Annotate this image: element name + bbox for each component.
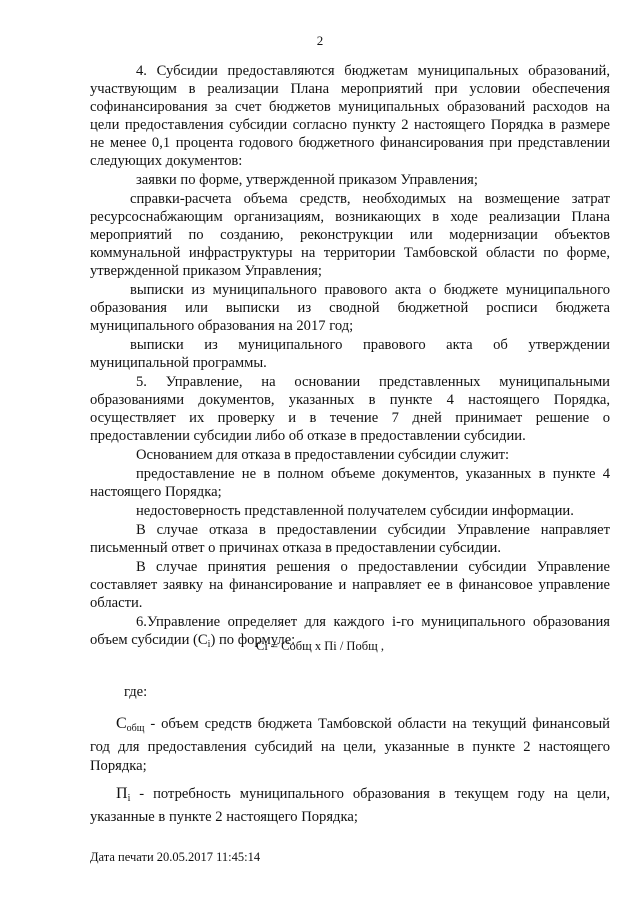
list-item: выписки из муниципального правового акта об утверждении муниципальной программы. [90, 337, 610, 371]
subscript: i [207, 639, 211, 650]
paragraph: Основанием для отказа в предоставлении субсидии служит: [136, 447, 510, 463]
subscript: общ [126, 723, 145, 734]
paragraph-6-text: ) по формуле: [210, 632, 296, 648]
list-item: выписки из муниципального правового акта о бюджете муниципального образования или выписки из сводной бюджетной росписи бюджета муниципального образования на 2017 год; [90, 282, 610, 334]
list-item: заявки по форме, утвержденной приказом Управления; [136, 172, 478, 188]
list-item: предоставление не в полном объеме документов, указанных в пункте 4 настоящего Порядка; [90, 466, 610, 500]
formula: Ci = Cобщ x Пi / Побщ , [256, 639, 384, 653]
definition-text: - объем средств бюджета Тамбовской области на текущий финансовый год для предоставления субсидий на цели, указанные в пункте 2 настоящего Порядка; [90, 716, 610, 774]
paragraph-4: 4. Субсидии предоставляются бюджетам муниципальных образований, участвующим в реализации Плана мероприятий при условии обеспечения софинансирования за счет бюджетов муниципальных образований расходов на цели предоставления субсидии согласно пункту 2 настоящего Порядка в размере не менее 0,1 процента годового бюджетного финансирования при представлении следующих документов: [90, 63, 610, 169]
symbol: C [116, 715, 127, 732]
document-body [90, 62, 610, 655]
paragraph-5: 5. Управление, на основании представленных муниципальными образованиями документов, указанных в пункте 4 настоящего Порядка, осуществляет их проверку и в течение 7 дней принимает решение о предоставлении субсидии либо об отказе в предоставлении субсидии. [90, 374, 610, 444]
list-item: недостоверность представленной получателем субсидии информации. [136, 503, 574, 519]
page-number: 2 [316, 33, 324, 48]
print-date: Дата печати 20.05.2017 11:45:14 [90, 850, 261, 864]
subscript: i [127, 793, 131, 804]
symbol: П [116, 785, 128, 802]
list-item: справки-расчета объема средств, необходимых на возмещение затрат ресурсоснабжающим организациям, возникающих в ходе реализации Плана мероприятий по созданию, реконструкции или модернизации объектов коммунальной инфраструктуры на территории Тамбовской области по форме, утвержденной приказом Управления; [90, 191, 610, 279]
definitions [90, 683, 610, 835]
paragraph: В случае отказа в предоставлении субсидии Управление направляет письменный ответ о причинах отказа в предоставлении субсидии. [90, 522, 610, 556]
definition-line [90, 784, 610, 827]
paragraph-6-text: 6.Управление определяет для каждого i-го муниципального образования объем субсидии (C [90, 614, 610, 648]
definition-c-total [90, 714, 610, 776]
definition-p-i [90, 784, 610, 827]
paragraph: В случае принятия решения о предоставлении субсидии Управление составляет заявку на финансирование и направляет ее в финансовое управление области. [90, 559, 610, 611]
where-label: где: [124, 684, 148, 700]
definition-text: - потребность муниципального образования в текущем году на цели, указанные в пункте 2 настоящего Порядка; [90, 786, 610, 825]
definition-line [90, 714, 610, 776]
